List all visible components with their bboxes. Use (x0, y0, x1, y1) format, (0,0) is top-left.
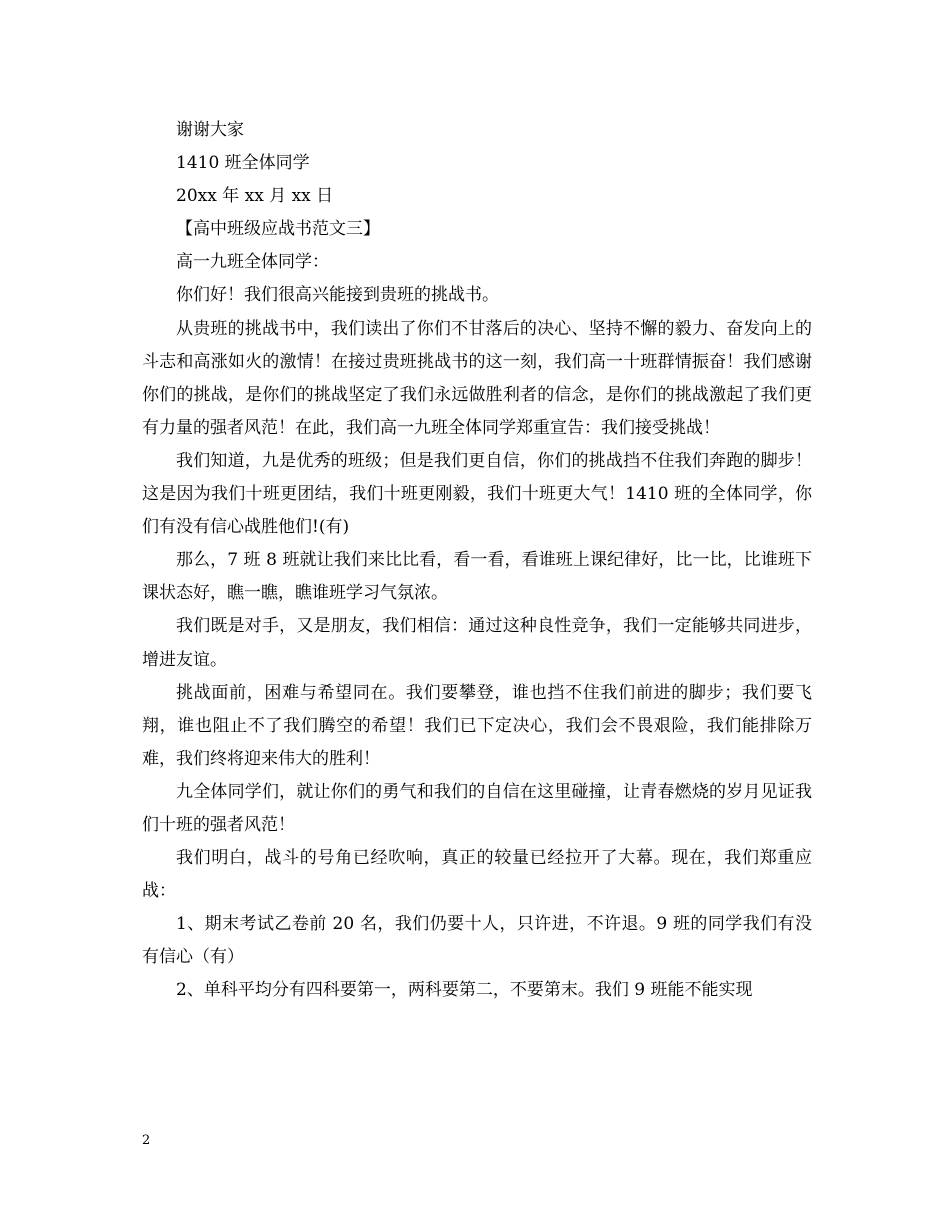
salutation: 高一九班全体同学： (176, 252, 329, 273)
section-heading: 【高中班级应战书范文三】 (176, 219, 380, 240)
paragraph-courage: 九全体同学们，就让你们的勇气和我们的自信在这里碰撞，让青春燃烧的岁月见证我们十班的强者风范！ (142, 781, 812, 835)
paragraph-hope: 挑战面前，困难与希望同在。我们要攀登，谁也挡不住我们前进的脚步；我们要飞翔，谁也阻止不了我们腾空的希望！我们已下定决心，我们会不畏艰险，我们能排除万难，我们终将迎来伟大的胜利！ (142, 682, 812, 769)
paragraph-goal-2: 2、单科平均分有四科要第一，两科要第二，不要第末。我们 9 班能不能实现 (176, 980, 753, 1001)
page-number: 2 (142, 1133, 151, 1148)
paragraph-greeting: 你们好！我们很高兴能接到贵班的挑战书。 (176, 285, 499, 306)
paragraph-compare: 那么，7 班 8 班就让我们来比比看，看一看，看谁班上课纪律好，比一比，比谁班下课状态好，瞧一瞧，瞧谁班学习气氛浓。 (142, 550, 812, 604)
paragraph-goal-1: 1、期末考试乙卷前 20 名，我们仍要十人，只许进，不许退。9 班的同学我们有没有信心（有） (142, 914, 812, 968)
signature-date: 20xx 年 xx 月 xx 日 (176, 186, 334, 207)
paragraph-declaration: 我们明白，战斗的号角已经吹响，真正的较量已经拉开了大幕。现在，我们郑重应战： (142, 848, 812, 902)
closing-thanks: 谢谢大家 (176, 120, 244, 140)
paragraph-confidence: 我们知道，九是优秀的班级；但是我们更自信，你们的挑战挡不住我们奔跑的脚步！这是因为我们十班更团结，我们十班更刚毅，我们十班更大气！1410 班的全体同学，你们有没有信心战胜他们!(有) (142, 450, 812, 538)
paragraph-accept-challenge: 从贵班的挑战书中，我们读出了你们不甘落后的决心、坚持不懈的毅力、奋发向上的斗志和高涨如火的激情！在接过贵班挑战书的这一刻，我们高一十班群情振奋！我们感谢你们的挑战，是你们的挑战坚定了我们永远做胜利者的信念，是你们的挑战激起了我们更有力量的强者风范！在此，我们高一九班全体同学郑重宣告：我们接受挑战！ (142, 318, 812, 438)
document-body (142, 114, 812, 1008)
paragraph-friendship: 我们既是对手，又是朋友，我们相信：通过这种良性竞争，我们一定能够共同进步，增进友谊。 (142, 616, 812, 670)
signature-class: 1410 班全体同学 (176, 153, 310, 174)
